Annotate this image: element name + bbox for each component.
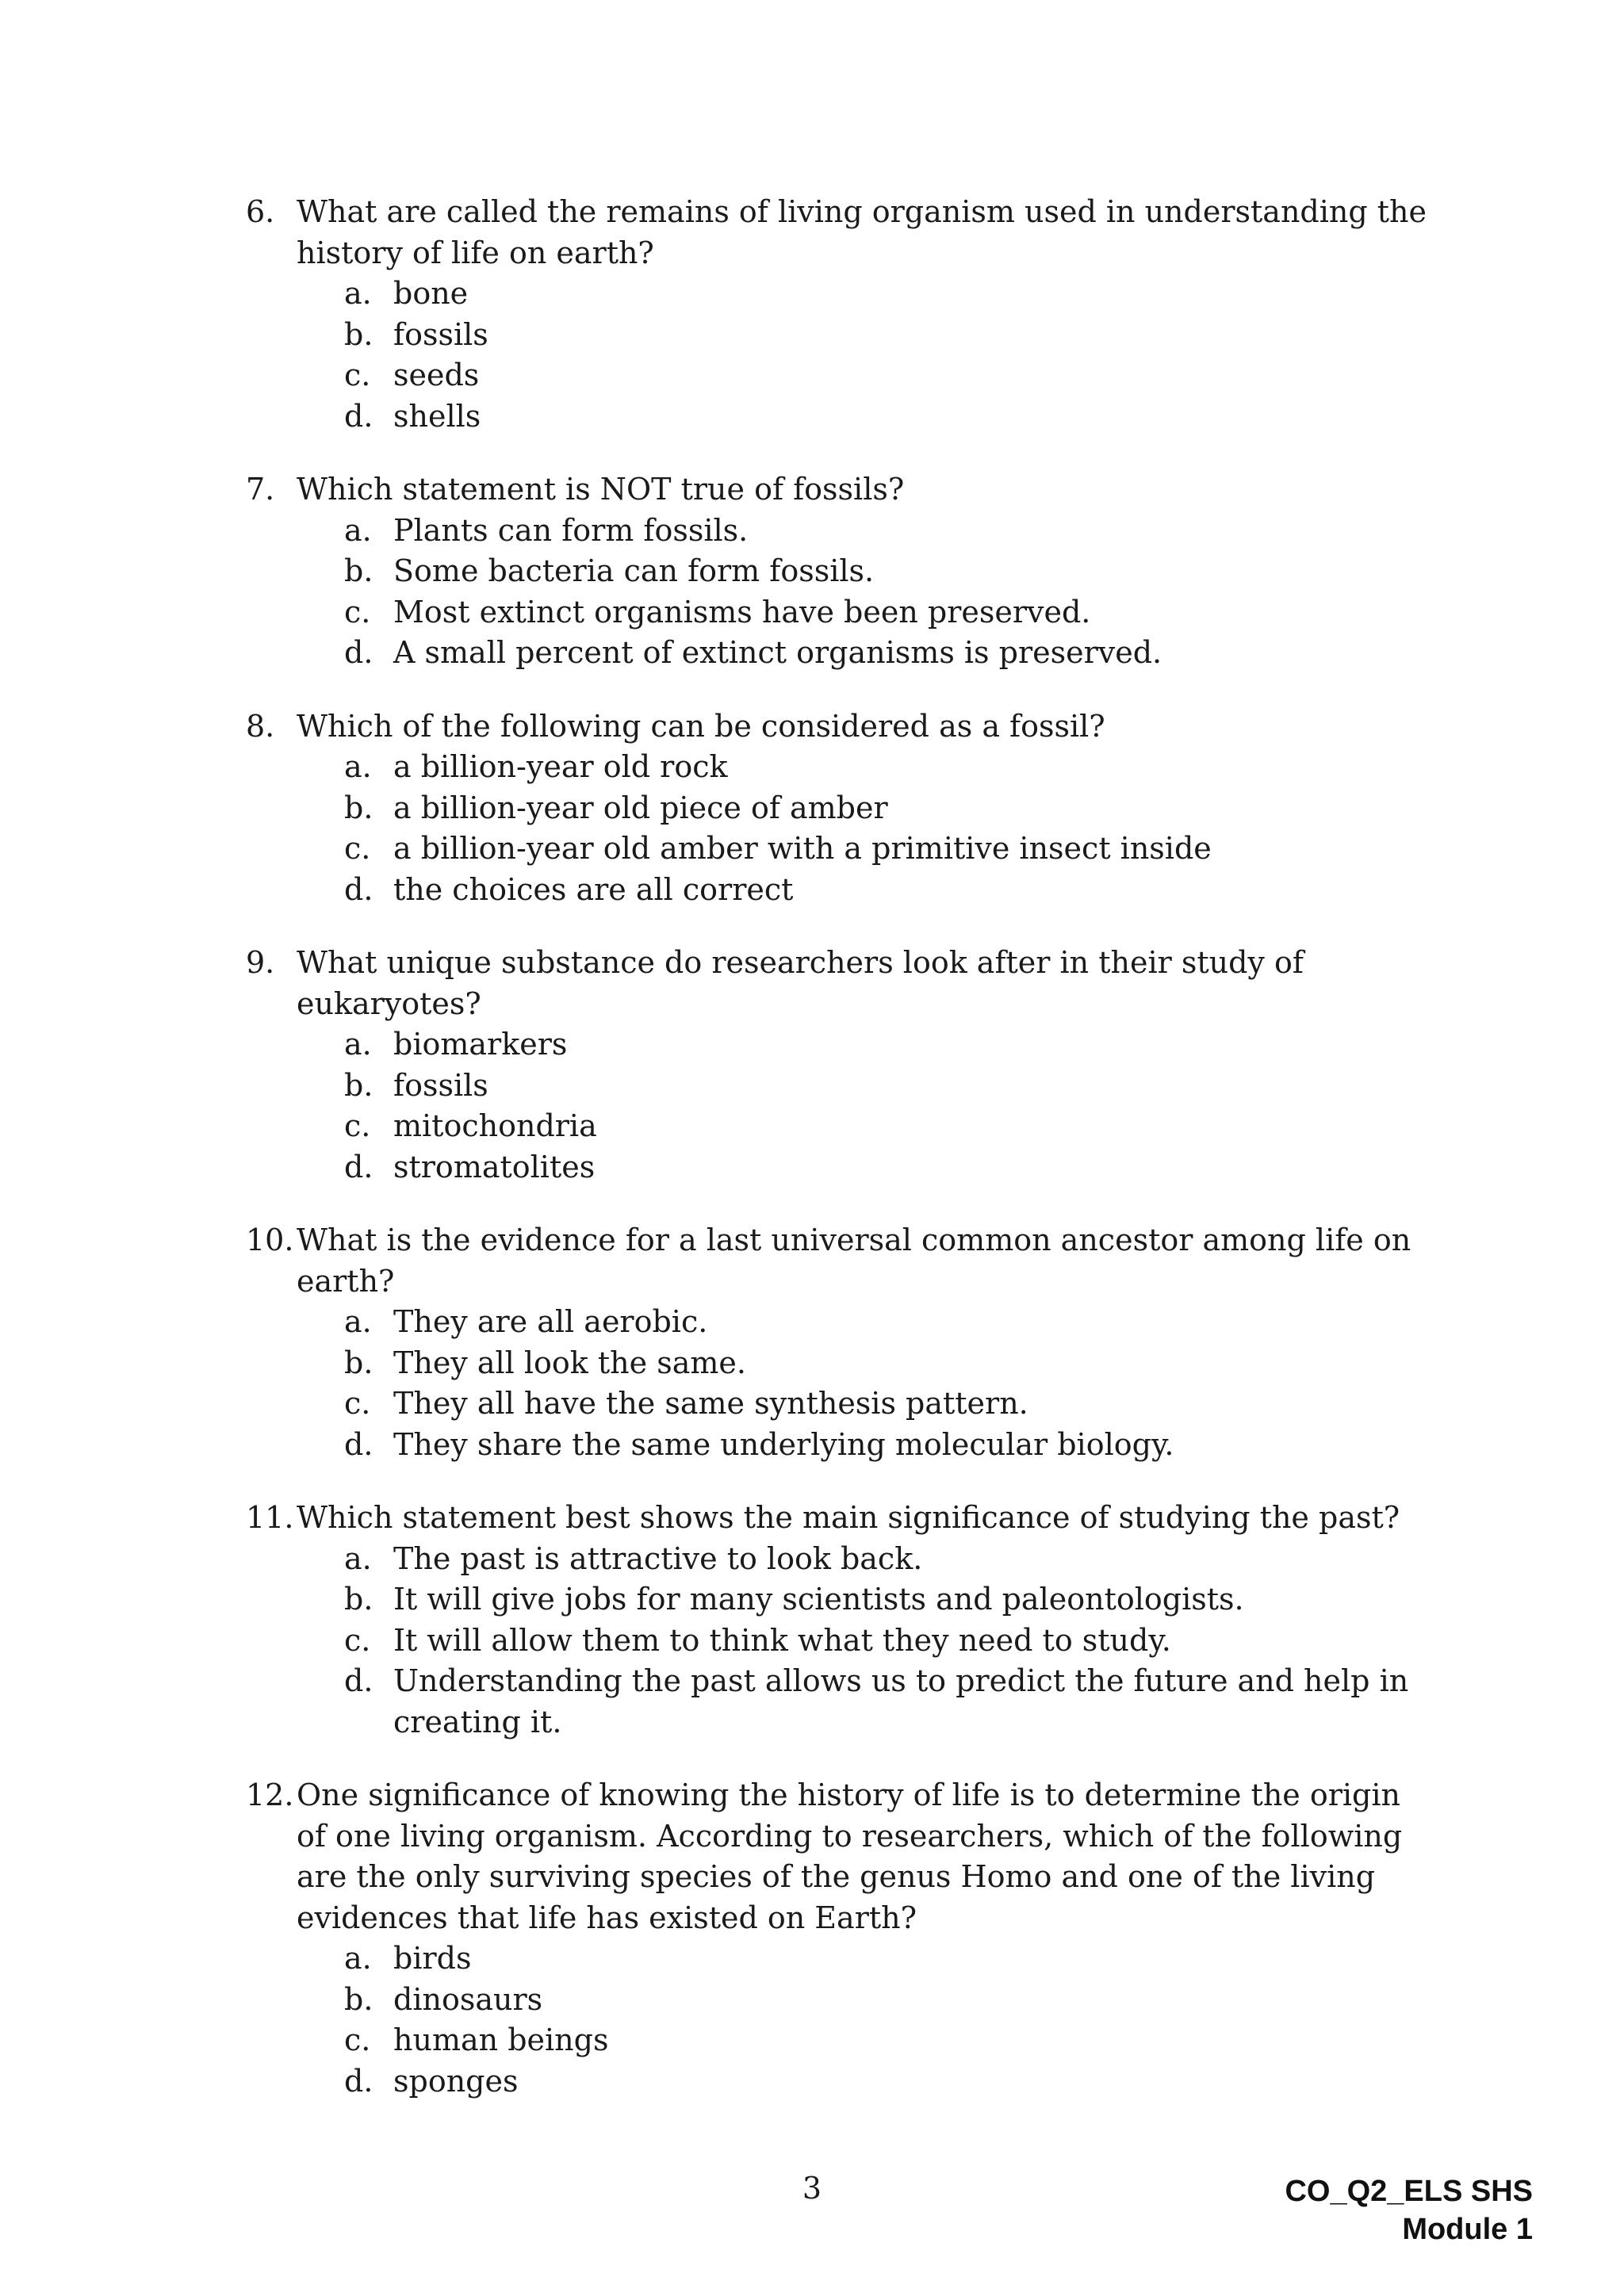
choice-list (246, 1024, 1435, 1188)
question-text: Which of the following can be considered as a fossil? (297, 708, 1105, 744)
choice-item (344, 355, 1435, 396)
choice-letter: d. (344, 1149, 373, 1184)
choice-letter: b. (344, 1981, 373, 2017)
choice-text: The past is attractive to look back. (393, 1540, 923, 1576)
choice-item (344, 1938, 1435, 1980)
question-text: What are called the remains of living organism used in understanding the history of life on earth? (297, 194, 1427, 270)
choice-item (344, 870, 1435, 911)
choice-item (344, 274, 1435, 315)
choice-item (344, 2020, 1435, 2061)
choice-item (344, 1106, 1435, 1147)
choice-item (344, 396, 1435, 438)
question-9 (246, 943, 1435, 1188)
question-6 (246, 192, 1435, 437)
choice-letter: d. (344, 871, 373, 907)
choice-text: seeds (393, 358, 480, 392)
choice-letter: c. (344, 831, 371, 866)
choice-item (344, 1383, 1435, 1425)
choice-item (344, 1343, 1435, 1384)
choice-item (344, 1539, 1435, 1580)
choice-letter: a. (344, 749, 372, 784)
choice-item (344, 1425, 1435, 1466)
choice-item (344, 788, 1435, 829)
question-number: 10. (246, 1223, 294, 1257)
choice-letter: c. (344, 594, 371, 629)
question-number: 12. (246, 1777, 294, 1812)
choice-list (246, 1302, 1435, 1465)
choice-letter: d. (344, 1663, 373, 1698)
question-stem (246, 192, 1435, 274)
question-number: 11. (246, 1500, 294, 1535)
question-stem (246, 706, 1435, 748)
choice-text: It will give jobs for many scientists and paleontologists. (393, 1582, 1244, 1617)
choice-text: sponges (393, 2063, 519, 2099)
choice-letter: a. (344, 1027, 372, 1062)
choice-text: stromatolites (393, 1149, 596, 1184)
choice-item (344, 2061, 1435, 2103)
choice-item (344, 1579, 1435, 1621)
choice-text: the choices are all correct (393, 871, 794, 907)
choice-letter: d. (344, 1426, 373, 1462)
question-number: 9. (246, 945, 275, 980)
question-number: 6. (246, 194, 275, 229)
choice-letter: d. (344, 635, 373, 670)
question-text: Which statement best shows the main significance of studying the past? (297, 1500, 1400, 1535)
question-text: What is the evidence for a last universal common ancestor among life on earth? (297, 1223, 1411, 1299)
choice-item (344, 828, 1435, 870)
question-stem (246, 1498, 1435, 1539)
question-text: What unique substance do researchers look after in their study of eukaryotes? (297, 945, 1304, 1021)
choice-text: It will allow them to think what they need to study. (393, 1622, 1171, 1658)
choice-text: They are all aerobic. (393, 1304, 708, 1339)
question-12 (246, 1775, 1435, 2102)
choice-text: a billion-year old piece of amber (393, 790, 888, 825)
choice-letter: c. (344, 1108, 371, 1143)
choice-text: a billion-year old rock (393, 749, 728, 784)
choice-item (344, 592, 1435, 633)
choice-letter: d. (344, 2063, 373, 2099)
choice-letter: a. (344, 1941, 372, 1976)
choice-letter: b. (344, 1582, 373, 1617)
question-10 (246, 1220, 1435, 1465)
choice-letter: b. (344, 553, 373, 588)
choice-item (344, 1980, 1435, 2021)
choice-list (246, 511, 1435, 674)
choice-item (344, 1661, 1435, 1743)
choice-text: dinosaurs (393, 1981, 543, 2017)
choice-text: fossils (393, 1067, 488, 1103)
page-number: 3 (802, 2171, 822, 2206)
module-code-line-1: CO_Q2_ELS SHS (1285, 2175, 1533, 2208)
choice-text: birds (393, 1941, 472, 1976)
choice-item (344, 511, 1435, 552)
choice-letter: b. (344, 1345, 373, 1380)
question-list (246, 192, 1435, 2134)
choice-text: a billion-year old amber with a primitive insect inside (393, 831, 1212, 866)
choice-item (344, 633, 1435, 674)
choice-text: Most extinct organisms have been preserved. (393, 594, 1091, 629)
question-stem (246, 1775, 1435, 1938)
choice-letter: a. (344, 512, 372, 548)
question-stem (246, 943, 1435, 1024)
question-stem (246, 469, 1435, 511)
question-text: One significance of knowing the history of life is to determine the origin of one living organism. According to researchers, which of the following are the only surviving species of the genus Homo and one of the living evidences that life has existed on Earth? (297, 1777, 1403, 1935)
choice-item (344, 315, 1435, 356)
question-text: Which statement is NOT true of fossils? (297, 472, 905, 507)
choice-letter: a. (344, 1540, 372, 1576)
choice-list (246, 1539, 1435, 1743)
choice-item (344, 1024, 1435, 1066)
choice-item (344, 1066, 1435, 1107)
choice-letter: a. (344, 1304, 372, 1339)
question-number: 7. (246, 472, 275, 507)
choice-item (344, 1147, 1435, 1188)
choice-letter: b. (344, 790, 373, 825)
choice-item (344, 551, 1435, 592)
question-7 (246, 469, 1435, 674)
choice-list (246, 1938, 1435, 2102)
choice-list (246, 747, 1435, 910)
choice-letter: c. (344, 1386, 371, 1421)
choice-letter: a. (344, 276, 372, 311)
module-code (1285, 2172, 1533, 2248)
module-code-line-2: Module 1 (1402, 2213, 1533, 2246)
choice-text: Plants can form fossils. (393, 512, 749, 548)
question-8 (246, 706, 1435, 911)
choice-letter: c. (344, 1622, 371, 1658)
choice-text: mitochondria (393, 1108, 597, 1143)
choice-text: human beings (393, 2022, 609, 2057)
choice-text: bone (393, 276, 469, 311)
choice-letter: d. (344, 398, 373, 434)
choice-text: They all look the same. (393, 1345, 746, 1380)
choice-list (246, 274, 1435, 437)
question-stem (246, 1220, 1435, 1302)
choice-text: fossils (393, 316, 488, 352)
choice-text: A small percent of extinct organisms is preserved. (393, 635, 1162, 670)
choice-letter: c. (344, 358, 371, 392)
choice-letter: c. (344, 2022, 371, 2057)
choice-item (344, 1621, 1435, 1662)
choice-text: shells (393, 398, 481, 434)
choice-letter: b. (344, 316, 373, 352)
choice-text: biomarkers (393, 1027, 568, 1062)
choice-item (344, 747, 1435, 788)
choice-text: Understanding the past allows us to predict the future and help in creating it. (393, 1663, 1409, 1739)
question-number: 8. (246, 708, 275, 744)
question-11 (246, 1498, 1435, 1743)
choice-text: They all have the same synthesis pattern. (393, 1386, 1028, 1421)
choice-item (344, 1302, 1435, 1343)
choice-text: Some bacteria can form fossils. (393, 553, 875, 588)
choice-text: They share the same underlying molecular biology. (393, 1426, 1174, 1462)
choice-letter: b. (344, 1067, 373, 1103)
